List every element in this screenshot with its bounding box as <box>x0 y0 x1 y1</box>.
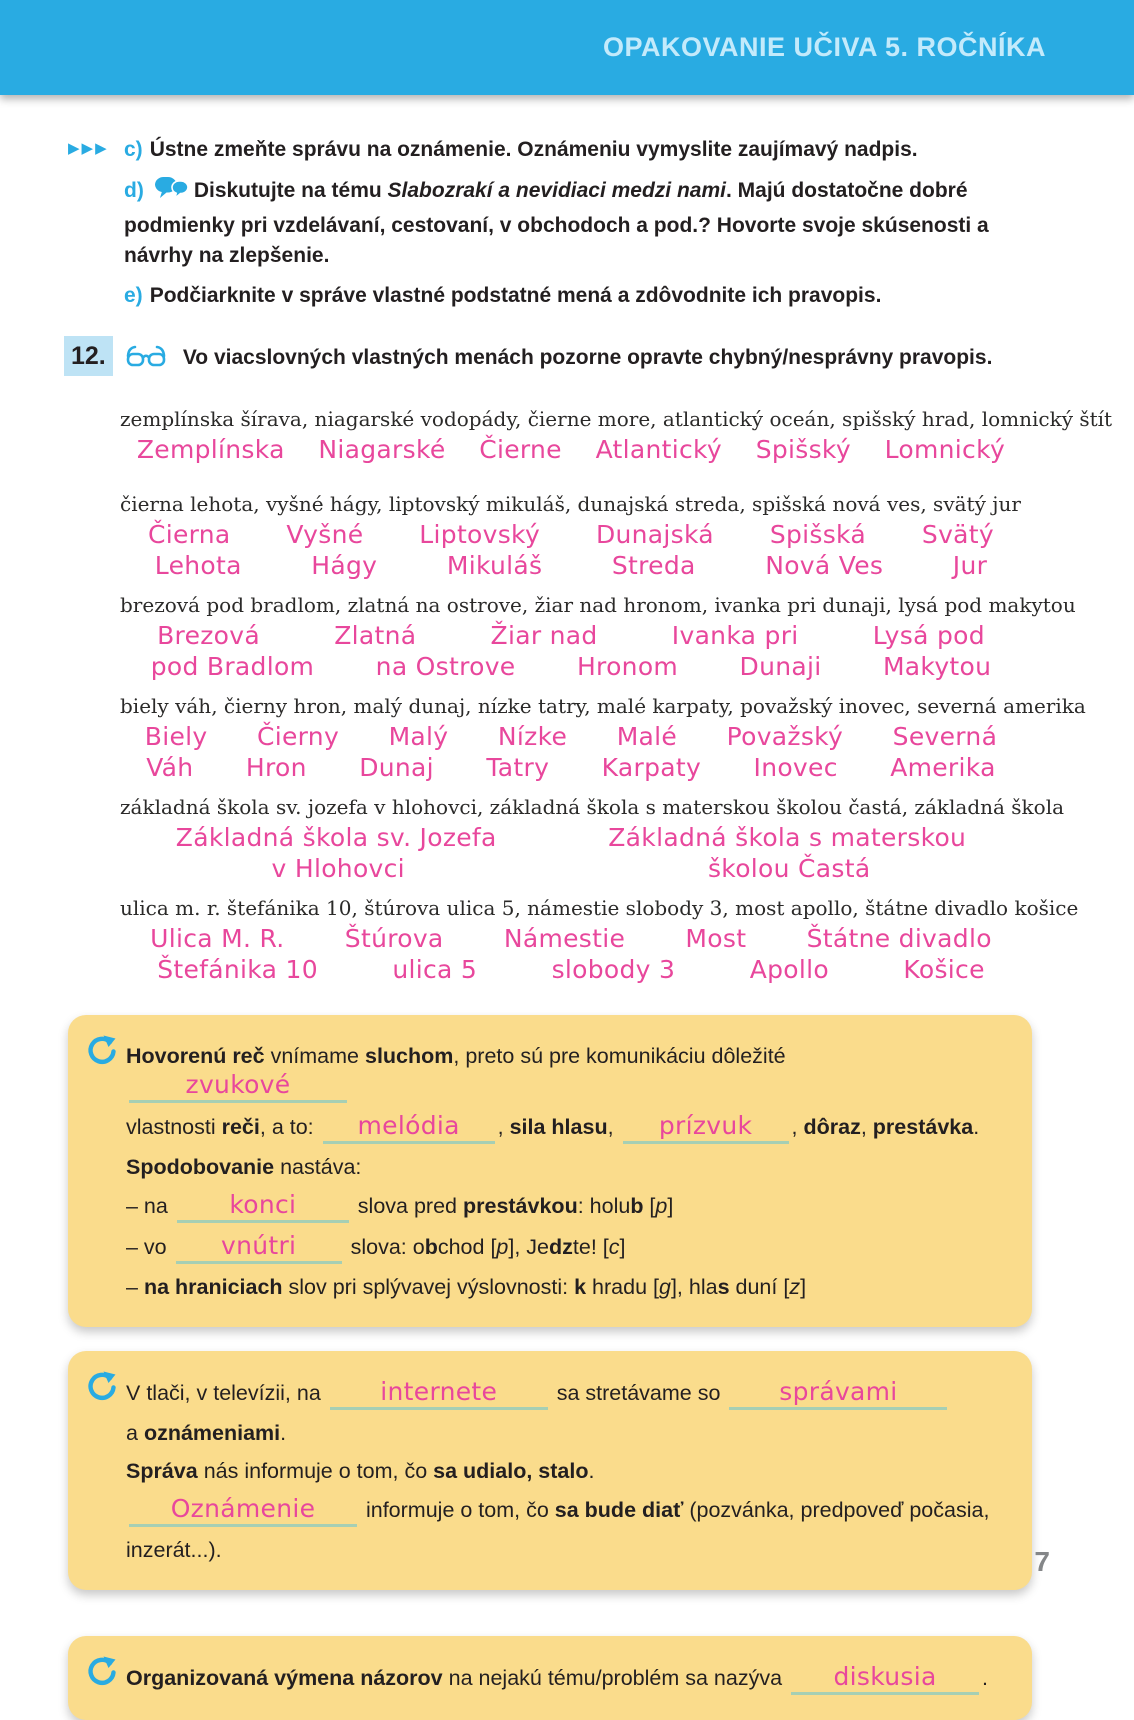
text-segment: – na <box>126 1194 174 1218</box>
text-segment: na hraniciach <box>143 1275 283 1299</box>
handwritten-answer: konci <box>229 1190 297 1219</box>
text-segment: vlastnosti <box>126 1115 222 1139</box>
fill-in-blank <box>129 1071 347 1103</box>
fill-in-blank <box>623 1112 789 1144</box>
text-segment: : holu <box>577 1194 631 1218</box>
handwritten-correction: Niagarské <box>318 435 446 464</box>
task-d-text-pre: Diskutujte na tému <box>193 179 388 202</box>
summary-box-speech-sounds <box>68 1015 1032 1327</box>
handwritten-correction: Nová Ves <box>765 551 884 580</box>
handwritten-correction: Čierne <box>479 435 562 464</box>
text-line <box>126 1112 1006 1144</box>
text-segment: [ <box>643 1194 656 1218</box>
text-line <box>126 1457 1006 1486</box>
handwritten-answer: melódia <box>357 1111 460 1140</box>
text-segment: z <box>789 1275 801 1299</box>
answer-line <box>120 620 1022 651</box>
handwritten-correction: školou Častá <box>707 854 871 883</box>
glasses-icon <box>124 343 168 380</box>
text-segment: hradu [ <box>586 1275 659 1299</box>
handwritten-correction: Tatry <box>486 753 550 782</box>
handwritten-correction: Ulica M. R. <box>150 924 285 953</box>
text-segment: duní [ <box>729 1275 790 1299</box>
answer-line <box>120 923 1022 954</box>
page-number: 7 <box>1034 1546 1050 1577</box>
handwritten-answer: diskusia <box>833 1662 937 1691</box>
handwritten-correction: Štúrova <box>344 924 444 953</box>
text-segment: – vo <box>126 1235 173 1259</box>
text-segment: . <box>973 1115 980 1139</box>
handwritten-correction: Mikuláš <box>446 551 543 580</box>
word-row <box>120 691 1086 783</box>
summary-box-text <box>126 1378 1006 1565</box>
text-segment: sluchom <box>364 1044 454 1068</box>
handwritten-correction: Lysá pod <box>872 621 985 650</box>
text-segment: , preto sú pre komunikáciu dôležité <box>453 1044 786 1068</box>
refresh-icon <box>85 1034 119 1073</box>
summary-box-discussion <box>68 1636 1032 1720</box>
handwritten-correction: Liptovský <box>419 520 541 549</box>
text-segment: g <box>658 1275 671 1299</box>
handwritten-correction: Lehota <box>154 551 242 580</box>
text-segment: Hovorenú reč <box>126 1044 265 1068</box>
handwritten-correction: Spišský <box>755 435 851 464</box>
fill-in-blank <box>177 1191 349 1223</box>
handwritten-correction: Vyšné <box>286 520 364 549</box>
text-segment: na nejakú tému/problém sa nazýva <box>442 1666 789 1690</box>
word-row <box>120 893 1079 985</box>
word-row <box>120 489 1022 581</box>
text-segment: . <box>982 1666 989 1690</box>
text-segment: Spodobovanie <box>126 1155 275 1179</box>
task-e-label: e) <box>124 284 143 307</box>
handwritten-correction: Biely <box>144 722 208 751</box>
handwritten-correction: Apollo <box>749 955 829 984</box>
task-d <box>124 175 1038 271</box>
handwritten-correction: Dunaj <box>359 753 434 782</box>
text-segment: V tlači, v televízii, na <box>126 1381 327 1405</box>
text-line <box>126 1663 1006 1695</box>
handwritten-correction: Spišská <box>769 520 867 549</box>
text-segment: b <box>630 1194 644 1218</box>
answer-line <box>120 434 1022 465</box>
source-line: čierna lehota, vyšné hágy, liptovský mikuláš, dunajská streda, spišská nová ves, svätý jur <box>120 492 1021 516</box>
text-segment: sa bude diať <box>554 1498 684 1522</box>
answer-line <box>120 550 1022 581</box>
text-line <box>126 1419 1006 1448</box>
handwritten-correction: Čierna <box>147 520 231 549</box>
text-segment: Správa <box>126 1459 198 1483</box>
text-segment: vnímame <box>264 1044 365 1068</box>
handwritten-correction: Karpaty <box>601 753 702 782</box>
handwritten-correction: Atlantický <box>595 435 723 464</box>
handwritten-correction: Lomnický <box>884 435 1006 464</box>
source-line: ulica m. r. štefánika 10, štúrova ulica 5, námestie slobody 3, most apollo, štátne divadlo košice <box>120 896 1079 920</box>
text-segment: informuje o tom, čo <box>360 1498 555 1522</box>
text-segment: , <box>791 1115 804 1139</box>
handwritten-correction: Dunaji <box>739 652 822 681</box>
text-segment: ] <box>619 1235 626 1259</box>
fill-in-blank <box>176 1232 342 1264</box>
text-line <box>126 1153 1006 1182</box>
task-d-text-post: . Majú dostatočne dobré podmienky pri vzdelávaní, cestovaní, v obchodoch a pod.? Hovorte svoje skúsenosti a návrhy na zlepšenie. <box>124 179 989 267</box>
text-segment: Organizovaná výmena názorov <box>126 1666 443 1690</box>
handwritten-correction: Štátne divadlo <box>806 924 992 953</box>
task-c <box>124 135 1038 165</box>
word-correction-list <box>120 404 1113 985</box>
text-segment: slov pri splývavej výslovnosti: <box>282 1275 575 1299</box>
handwritten-answer: internete <box>380 1377 498 1406</box>
handwritten-correction: Námestie <box>503 924 626 953</box>
handwritten-correction: Jur <box>952 551 988 580</box>
handwritten-correction: Ivanka pri <box>671 621 799 650</box>
handwritten-correction: Inovec <box>753 753 838 782</box>
handwritten-answer: zvukové <box>185 1070 291 1099</box>
chapter-header <box>0 0 1134 95</box>
text-segment: nás informuje o tom, čo <box>197 1459 434 1483</box>
handwritten-correction: Severná <box>892 722 998 751</box>
handwritten-correction: pod Bradlom <box>150 652 315 681</box>
text-segment: te! [ <box>572 1235 609 1259</box>
task-list <box>68 135 1038 311</box>
text-segment: , <box>860 1115 873 1139</box>
handwritten-correction: Považský <box>726 722 844 751</box>
text-line <box>126 1042 1006 1103</box>
handwritten-correction: Čierny <box>256 722 340 751</box>
task-d-topic: Slabozrakí a nevidiaci medzi nami <box>387 179 726 202</box>
task-e-text: Podčiarknite v správe vlastné podstatné mená a zdôvodnite ich pravopis. <box>149 284 882 307</box>
handwritten-correction: Svätý <box>921 520 995 549</box>
summary-box-text <box>126 1663 1006 1695</box>
text-segment: . <box>588 1459 595 1483</box>
text-segment: a <box>126 1421 144 1445</box>
fill-in-blank <box>323 1112 495 1144</box>
fill-in-blank <box>729 1378 947 1410</box>
text-segment: dôraz <box>803 1115 861 1139</box>
answer-line <box>120 822 1022 853</box>
handwritten-correction: Nízke <box>497 722 568 751</box>
text-segment: prestávkou <box>462 1194 578 1218</box>
refresh-icon <box>85 1655 119 1694</box>
answer-line <box>120 752 1022 783</box>
handwritten-correction: Základná škola s materskou <box>608 823 967 852</box>
handwritten-correction: Malé <box>616 722 678 751</box>
fill-in-blank <box>791 1663 979 1695</box>
answer-line <box>120 954 1022 985</box>
handwritten-correction: Most <box>685 924 747 953</box>
answer-line <box>120 651 1022 682</box>
text-line <box>126 1495 1006 1527</box>
text-segment: k <box>574 1275 587 1299</box>
text-segment: sila hlasu <box>509 1115 608 1139</box>
exercise-instruction: Vo viacslovných vlastných menách pozorne opravte chybný/nesprávny pravopis. <box>182 346 993 369</box>
chapter-title: OPAKOVANIE UČIVA 5. ROČNÍKA <box>602 32 1046 62</box>
task-d-label: d) <box>124 179 144 202</box>
handwritten-correction: Základná škola sv. Jozefa <box>175 823 497 852</box>
text-segment: sa stretávame so <box>550 1381 727 1405</box>
handwritten-correction: Váh <box>146 753 194 782</box>
word-row <box>120 590 1076 682</box>
refresh-icon <box>85 1370 119 1409</box>
triple-arrow-icon: ▶▶▶ <box>68 139 109 157</box>
text-line <box>126 1273 1006 1302</box>
text-segment: , <box>607 1115 620 1139</box>
answer-line <box>120 519 1022 550</box>
handwritten-correction: Makytou <box>882 652 992 681</box>
text-segment: , <box>497 1115 510 1139</box>
handwritten-answer: vnútri <box>220 1231 297 1260</box>
word-row <box>120 792 1065 884</box>
handwritten-correction: Zemplínska <box>136 435 285 464</box>
text-segment: s <box>717 1275 730 1299</box>
handwritten-answer: Oznámenie <box>170 1494 316 1523</box>
text-segment: dz <box>549 1235 573 1259</box>
source-line: brezová pod bradlom, zlatná na ostrove, žiar nad hronom, ivanka pri dunaji, lysá pod makytou <box>120 593 1076 617</box>
handwritten-correction: Zlatná <box>334 621 417 650</box>
task-c-text: Ústne zmeňte správu na oznámenie. Oznámeniu vymyslite zaujímavý nadpis. <box>149 138 918 161</box>
text-segment: oznámeniami <box>143 1421 281 1445</box>
text-line <box>126 1232 1006 1264</box>
handwritten-correction: Hágy <box>311 551 378 580</box>
answer-line <box>120 721 1022 752</box>
text-segment: p <box>496 1235 509 1259</box>
answer-line <box>120 853 1022 884</box>
text-segment: ] <box>667 1194 674 1218</box>
handwritten-correction: Štefánika 10 <box>157 955 318 984</box>
source-line: základná škola sv. jozefa v hlohovci, základná škola s materskou školou častá, základná škola <box>120 795 1065 819</box>
summary-box-news <box>68 1351 1032 1590</box>
text-line <box>126 1191 1006 1223</box>
handwritten-correction: v Hlohovci <box>271 854 405 883</box>
summary-box-text <box>126 1042 1006 1302</box>
word-row <box>120 404 1113 465</box>
text-segment: . <box>280 1421 287 1445</box>
handwritten-correction: Amerika <box>890 753 996 782</box>
handwritten-correction: ulica 5 <box>392 955 478 984</box>
text-segment: – <box>126 1275 144 1299</box>
text-segment: reči <box>221 1115 260 1139</box>
handwritten-correction: Žiar nad <box>490 621 598 650</box>
source-line: zemplínska šírava, niagarské vodopády, čierne more, atlantický oceán, spišský hrad, lomnický štít <box>120 407 1113 431</box>
source-line: biely váh, čierny hron, malý dunaj, nízke tatry, malé karpaty, považský inovec, severná amerika <box>120 694 1086 718</box>
text-segment: c <box>608 1235 620 1259</box>
fill-in-blank <box>129 1495 357 1527</box>
task-c-label: c) <box>124 138 143 161</box>
text-segment: chod [ <box>437 1235 497 1259</box>
text-segment: , a to: <box>259 1115 320 1139</box>
task-e <box>124 281 1038 311</box>
fill-in-blank <box>330 1378 548 1410</box>
exercise-12 <box>71 342 1038 380</box>
text-line <box>126 1378 1006 1410</box>
handwritten-correction: Košice <box>903 955 985 984</box>
text-segment: p <box>655 1194 668 1218</box>
text-segment: ] <box>800 1275 807 1299</box>
exercise-number-badge: 12. <box>64 336 113 376</box>
text-segment: (pozvánka, predpoveď počasia, <box>683 1498 990 1522</box>
handwritten-correction: Hron <box>245 753 307 782</box>
handwritten-answer: prízvuk <box>658 1111 753 1140</box>
handwritten-correction: Streda <box>611 551 696 580</box>
text-segment: slova: o <box>344 1235 425 1259</box>
text-segment: slova pred <box>351 1194 463 1218</box>
handwritten-correction: Hronom <box>576 652 679 681</box>
handwritten-correction: slobody 3 <box>551 955 676 984</box>
text-segment: inzerát...). <box>126 1538 222 1562</box>
text-segment: sa udialo, stalo <box>433 1459 589 1483</box>
text-segment: ], Je <box>508 1235 550 1259</box>
handwritten-answer: správami <box>779 1377 898 1406</box>
text-segment: prestávka <box>872 1115 974 1139</box>
text-segment: b <box>424 1235 438 1259</box>
handwritten-correction: Brezová <box>157 621 260 650</box>
handwritten-correction: Malý <box>388 722 449 751</box>
text-segment: nastáva: <box>274 1155 362 1179</box>
text-segment: ], hla <box>670 1275 718 1299</box>
handwritten-correction: na Ostrove <box>375 652 516 681</box>
handwritten-correction: Dunajská <box>595 520 714 549</box>
text-line <box>126 1536 1006 1565</box>
speech-bubbles-icon <box>152 175 188 211</box>
